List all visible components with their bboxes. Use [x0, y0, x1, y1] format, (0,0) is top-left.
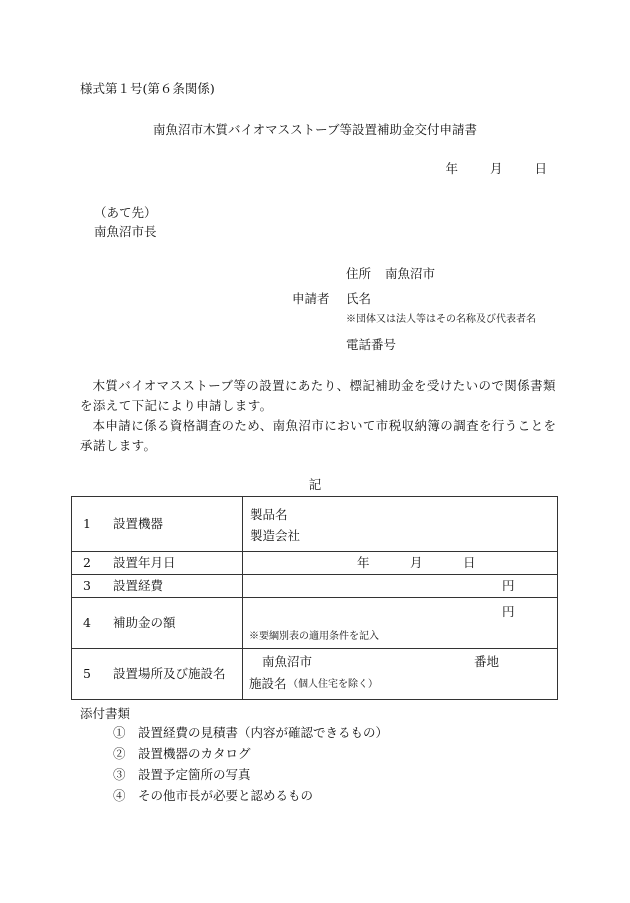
- form-number-label: 様式第１号(第６条関係): [80, 81, 215, 96]
- applicant-address-label: 住所: [346, 266, 372, 281]
- install-year-label: 年: [357, 555, 370, 570]
- attachment-item: ③ 設置予定箇所の写真: [113, 767, 251, 782]
- subsidy-note: ※要綱別表の適用条件を記入: [249, 631, 379, 642]
- facility-note: （個人住宅を除く）: [288, 679, 378, 690]
- row-label: 補助金の額: [113, 615, 176, 631]
- table-row: [72, 598, 558, 649]
- location-banchi: 番地: [474, 654, 500, 669]
- addressee-note: （あて先）: [94, 205, 157, 220]
- addressee-name: 南魚沼市長: [94, 224, 157, 239]
- body-text: [80, 376, 558, 456]
- install-month-label: 月: [410, 555, 423, 570]
- attachments-title: 添付書類: [80, 706, 131, 721]
- applicant-name-note: ※団体又は法人等はその名称及び代表者名: [346, 314, 536, 325]
- row-label-cell: [72, 649, 243, 700]
- row-label: 設置経費: [113, 578, 164, 594]
- date-year: 年: [445, 161, 458, 176]
- row-label: 設置機器: [113, 516, 164, 532]
- row-label: 設置年月日: [113, 555, 176, 571]
- install-day-label: 日: [463, 555, 476, 570]
- body-paragraph-2: 本申請に係る資格調査のため、南魚沼市において市税収納簿の調査を行うことを承諾します。: [80, 418, 557, 453]
- body-paragraph-1: 木質バイオマスストーブ等の設置にあたり、標記補助金を受けたいので関係書類を添えて下記により申請します。: [80, 378, 556, 413]
- date-month: 月: [489, 161, 503, 176]
- applicant-tel-label: 電話番号: [346, 337, 397, 352]
- row-number: 5: [83, 666, 91, 682]
- row-number: 4: [83, 615, 91, 631]
- ki-heading: 記: [308, 477, 322, 492]
- attachment-item: ② 設置機器のカタログ: [113, 746, 251, 761]
- manufacturer-label: 製造会社: [250, 528, 301, 543]
- table-row: [72, 552, 558, 575]
- row-label-cell: [72, 598, 243, 649]
- table-row: [72, 575, 558, 598]
- table-row: [72, 497, 558, 552]
- applicant-label: 申請者: [292, 291, 330, 306]
- cost-unit: 円: [502, 578, 515, 593]
- install-date-cell[interactable]: [243, 552, 558, 575]
- document-title: 南魚沼市木質バイオマスストーブ等設置補助金交付申請書: [152, 122, 477, 137]
- application-items-table: [71, 496, 558, 700]
- location-cell[interactable]: [243, 649, 558, 700]
- product-name-label: 製品名: [250, 507, 288, 522]
- location-city: 南魚沼市: [262, 654, 313, 669]
- table-row: [72, 649, 558, 700]
- cost-cell[interactable]: [243, 575, 558, 598]
- applicant-address-value: 南魚沼市: [385, 266, 436, 281]
- row-label: 設置場所及び施設名: [113, 666, 226, 682]
- applicant-name-label: 氏名: [346, 291, 372, 306]
- date-line: [445, 160, 547, 178]
- date-day: 日: [534, 161, 547, 176]
- row-label-cell: [72, 497, 243, 552]
- row-label-cell: [72, 575, 243, 598]
- row-label-cell: [72, 552, 243, 575]
- row-number: 2: [83, 555, 91, 571]
- row-number: 1: [83, 516, 91, 532]
- facility-name-label: 施設名: [249, 676, 287, 691]
- row-number: 3: [83, 578, 91, 594]
- attachment-item: ④ その他市長が必要と認めるもの: [113, 788, 314, 803]
- equipment-cell[interactable]: [243, 497, 558, 552]
- attachment-item: ① 設置経費の見積書（内容が確認できるもの）: [113, 725, 389, 740]
- subsidy-unit: 円: [502, 604, 515, 619]
- subsidy-amount-cell[interactable]: [243, 598, 558, 649]
